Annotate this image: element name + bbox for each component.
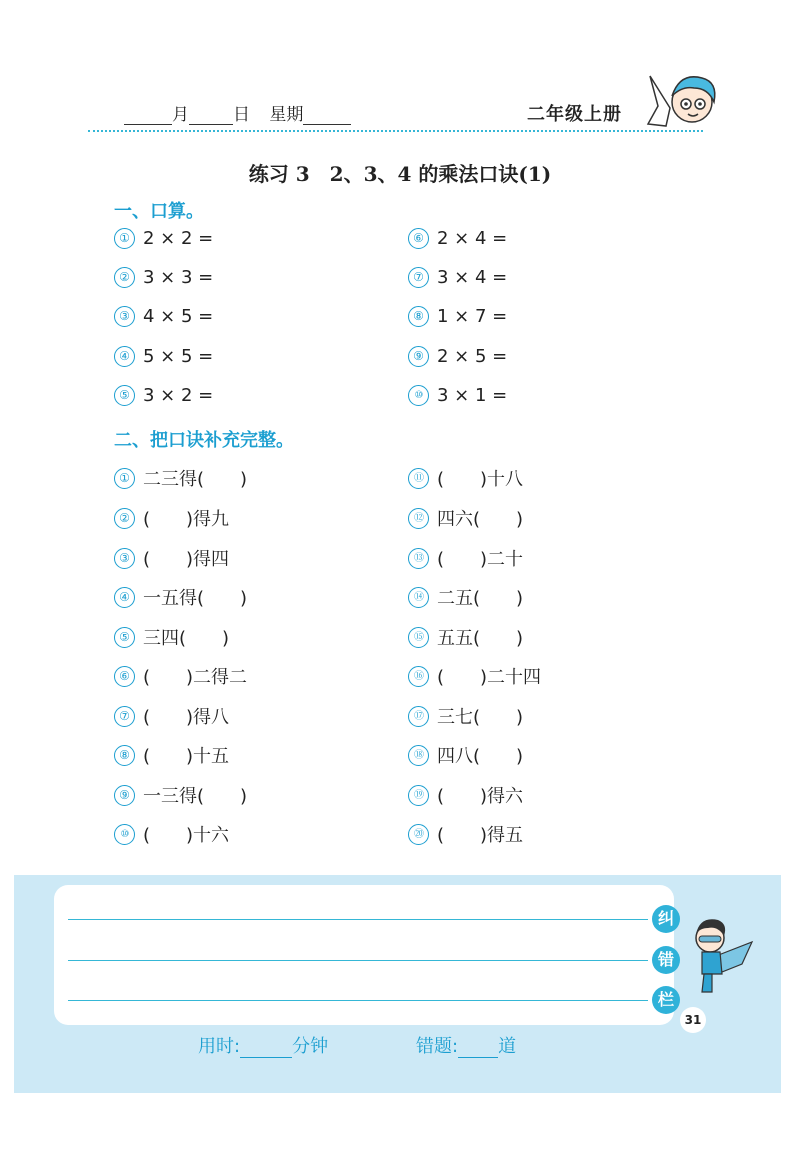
time-blank[interactable] [240, 1043, 292, 1058]
errors-label: 错题: [416, 1036, 459, 1057]
flying-mascot-icon [688, 912, 758, 1002]
day-blank[interactable] [189, 108, 233, 125]
section2-item-13: ⑬ ( )二十 [408, 545, 523, 571]
month-blank[interactable] [124, 108, 172, 125]
correction-writing-area[interactable] [54, 885, 674, 1025]
section1-item-3: ③ 4 × 5 = [114, 306, 213, 327]
section2-item-2: ② ( )得九 [114, 505, 229, 531]
section2-item-9: ⑨ 一三得( ) [114, 782, 247, 808]
time-field [198, 1032, 328, 1058]
section2-item-4: ④ 一五得( ) [114, 584, 247, 610]
date-line [124, 100, 351, 125]
correction-char-3: 栏 [652, 986, 680, 1014]
section1-item-10: ⑩ 3 × 1 = [408, 385, 507, 406]
section2-item-15: ⑮ 五五( ) [408, 624, 523, 650]
section1-item-5: ⑤ 3 × 2 = [114, 385, 213, 406]
writing-line-1[interactable] [68, 919, 648, 920]
section2-item-6: ⑥ ( )二得二 [114, 663, 247, 689]
month-label: 月 [172, 105, 189, 125]
day-label: 日 [233, 105, 250, 125]
section2-item-11: ⑪ ( )十八 [408, 465, 523, 491]
section1-item-8: ⑧ 1 × 7 = [408, 306, 507, 327]
section1-item-6: ⑥ 2 × 4 = [408, 228, 507, 249]
section1-item-9: ⑨ 2 × 5 = [408, 346, 507, 367]
page-title: 练习 3 2、3、4 的乘法口诀(1) [248, 162, 552, 186]
section2-item-5: ⑤ 三四( ) [114, 624, 229, 650]
section2-item-17: ⑰ 三七( ) [408, 703, 523, 729]
section2-item-16: ⑯ ( )二十四 [408, 663, 541, 689]
errors-field [416, 1032, 516, 1058]
time-label: 用时: [198, 1036, 241, 1057]
correction-char-1: 纠 [652, 905, 680, 933]
weekday-label: 星期 [269, 105, 304, 125]
section2-item-18: ⑱ 四八( ) [408, 742, 523, 768]
writing-line-3[interactable] [68, 1000, 648, 1001]
section2-item-19: ⑲ ( )得六 [408, 782, 523, 808]
section2-item-7: ⑦ ( )得八 [114, 703, 229, 729]
writing-line-2[interactable] [68, 960, 648, 961]
section1-item-2: ② 3 × 3 = [114, 267, 213, 288]
time-unit: 分钟 [292, 1036, 329, 1057]
section2-item-10: ⑩ ( )十六 [114, 821, 229, 847]
section1-heading: 一、口算。 [114, 201, 204, 222]
header-divider [88, 130, 703, 132]
grade-label: 二年级上册 [527, 104, 622, 125]
section2-heading: 二、把口诀补充完整。 [114, 430, 294, 451]
section2-item-8: ⑧ ( )十五 [114, 742, 229, 768]
section2-item-12: ⑫ 四六( ) [408, 505, 523, 531]
section1-item-7: ⑦ 3 × 4 = [408, 267, 507, 288]
section2-item-20: ⑳ ( )得五 [408, 821, 523, 847]
weekday-blank[interactable] [303, 108, 351, 125]
section2-item-1: ① 二三得( ) [114, 465, 247, 491]
correction-char-2: 错 [652, 946, 680, 974]
mascot-icon [630, 66, 720, 132]
errors-blank[interactable] [458, 1043, 498, 1058]
section1-item-1: ① 2 × 2 = [114, 228, 213, 249]
errors-unit: 道 [498, 1036, 517, 1057]
section2-item-14: ⑭ 二五( ) [408, 584, 523, 610]
section2-item-3: ③ ( )得四 [114, 545, 229, 571]
page-number: 31 [680, 1007, 706, 1033]
section1-item-4: ④ 5 × 5 = [114, 346, 213, 367]
